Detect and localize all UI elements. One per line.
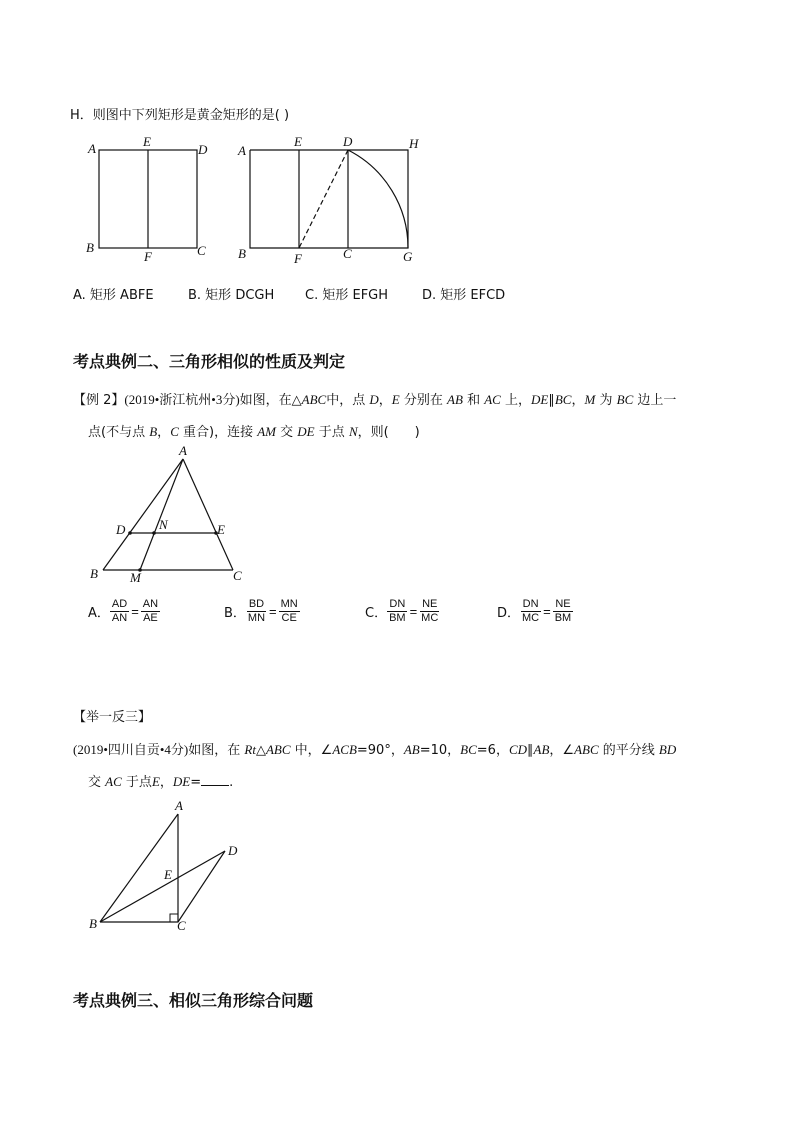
label-d: D xyxy=(198,142,208,157)
arc-dg xyxy=(348,150,408,248)
figure-rectangle-abcd xyxy=(80,134,220,264)
label-e: E xyxy=(164,867,172,882)
example-tag: 【例 2】 xyxy=(73,393,125,408)
label-d: D xyxy=(116,522,126,537)
label-c: C xyxy=(233,568,242,583)
label-e: E xyxy=(143,134,151,149)
label-m: M xyxy=(130,570,141,585)
example-source: (2019•浙江杭州•3分) xyxy=(124,392,240,407)
figure-golden-rectangle xyxy=(230,134,430,264)
label-n: N xyxy=(159,517,168,532)
section-2-heading: 考点典例二、三角形相似的性质及判定 xyxy=(73,352,346,371)
example-2-option-d: D． $\frac{DN}{MC}$ = $\frac{NE}{BM}$ xyxy=(497,598,572,624)
segment-bd xyxy=(100,851,225,922)
label-f: F xyxy=(294,251,302,266)
label-a: A xyxy=(175,798,183,813)
practice-line-2: 交 AC 于点E，DE= . xyxy=(88,774,234,790)
answer-blank xyxy=(201,772,229,786)
label-b: B xyxy=(86,240,94,255)
option-a: A. 矩形 ABFE xyxy=(73,288,154,303)
label-d: D xyxy=(228,843,238,858)
label-b: B xyxy=(238,246,246,261)
label-d: D xyxy=(343,134,353,149)
option-c: C. 矩形 EFGH xyxy=(305,288,389,303)
practice-line-1: (2019•四川自贡•4分)如图，在 Rt△ABC 中，∠ACB=90°，AB=10，BC=6，CD∥AB，∠ABC 的平分线 BD xyxy=(73,742,677,758)
option-d: D. 矩形 EFCD xyxy=(422,288,506,303)
label-g: G xyxy=(403,249,413,264)
rectangle-abgh xyxy=(250,150,408,248)
label-a: A xyxy=(238,143,246,158)
label-h: H xyxy=(409,136,419,151)
label-e: E xyxy=(217,522,225,537)
label-c: C xyxy=(197,243,206,258)
label-e: E xyxy=(294,134,302,149)
practice-tag: 【举一反三】 xyxy=(73,710,152,725)
label-b: B xyxy=(89,916,97,931)
label-b: B xyxy=(90,566,98,581)
option-b: B. 矩形 DCGH xyxy=(188,288,275,303)
example-2-line-2: 点(不与点 B，C 重合)，连接 AM 交 DE 于点 N，则( ) xyxy=(88,424,420,440)
label-a: A xyxy=(88,141,96,156)
section-3-heading: 考点典例三、相似三角形综合问题 xyxy=(73,991,314,1010)
figure-right-triangle xyxy=(85,800,255,940)
practice-source: (2019•四川自贡•4分) xyxy=(73,742,189,757)
label-c: C xyxy=(177,918,186,933)
example-2-option-c: C． $\frac{DN}{BM}$ = $\frac{NE}{MC}$ xyxy=(365,598,439,624)
figure-triangle-abc xyxy=(85,445,255,585)
example-2-line-1: 【例 2】(2019•浙江杭州•3分)如图，在△ABC中，点 D，E 分别在 AB 和 AC 上，DE∥BC，M 为 BC 边上一 xyxy=(73,392,677,408)
segment-cd xyxy=(178,851,225,922)
segment-am xyxy=(140,459,183,570)
dashed-segment-df xyxy=(299,150,348,248)
label-f: F xyxy=(144,249,152,264)
label-c: C xyxy=(343,246,352,261)
problem-h-stem: H．则图中下列矩形是黄金矩形的是( ) xyxy=(70,108,290,123)
label-a: A xyxy=(179,443,187,458)
example-2-option-b: B． $\frac{BD}{MN}$ = $\frac{MN}{CE}$ xyxy=(224,598,298,624)
example-2-option-a: A． $\frac{AD}{AN}$ = $\frac{AN}{AE}$ xyxy=(88,598,159,624)
